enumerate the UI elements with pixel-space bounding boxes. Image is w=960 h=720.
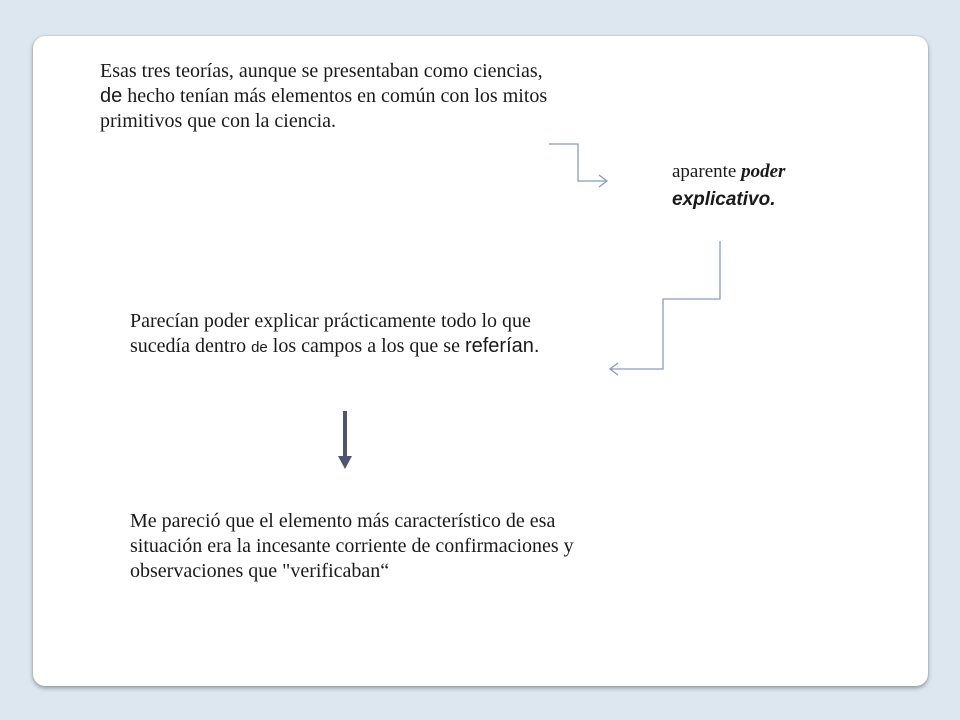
intro-text-part3: hecho tenían más elementos en común con los mitos primitivos que con la ciencia.	[100, 85, 548, 132]
power-plain-text: aparente	[672, 161, 737, 182]
intro-paragraph	[100, 59, 550, 134]
power-label	[672, 158, 872, 214]
claim-paragraph	[130, 309, 570, 360]
conclusion-text: Me pareció que el elemento más característico de esa situación era la incesante corriente de confirmaciones y observaciones que "verificaban“	[130, 510, 574, 582]
intro-text-part2: de	[100, 85, 123, 107]
claim-text-part1: Parecían poder explicar prácticamente todo lo que sucedía dentro	[130, 310, 531, 357]
claim-text-part4: referían.	[464, 335, 540, 357]
power-emphasis-text: poder	[741, 161, 786, 182]
power-emphasis-sans-text: explicativo.	[672, 189, 776, 210]
intro-text-part1: Esas tres teorías, aunque se presentaban como ciencias,	[100, 60, 543, 82]
claim-text-part2: de	[251, 339, 268, 356]
conclusion-paragraph	[130, 509, 630, 584]
claim-text-part3: los campos a los que se	[272, 335, 460, 357]
